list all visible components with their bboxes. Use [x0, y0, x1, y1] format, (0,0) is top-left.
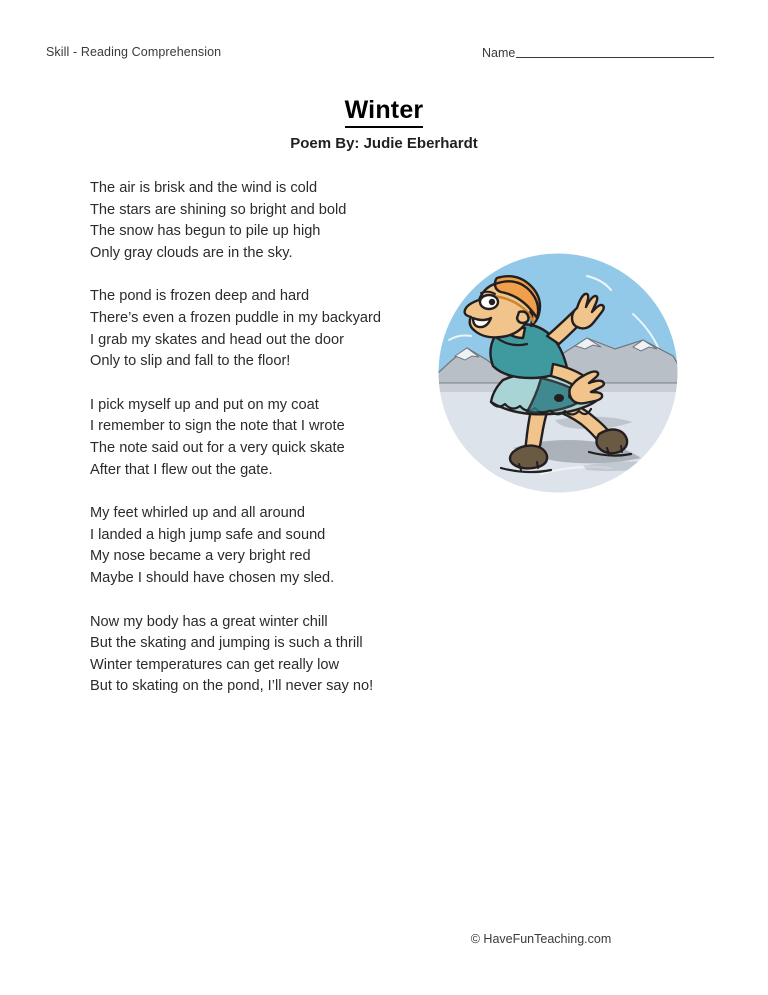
name-label: Name — [482, 45, 516, 60]
poem-byline: Poem By: Judie Eberhardt — [290, 134, 478, 152]
poem-line: There’s even a frozen puddle in my backyard — [90, 309, 381, 326]
poem-line: After that I flew out the gate. — [90, 461, 273, 478]
stanza — [90, 286, 430, 372]
poem-line: The snow has begun to pile up high — [90, 223, 321, 240]
poem-line: The air is brisk and the wind is cold — [90, 180, 318, 196]
poem-line: Maybe I should have chosen my sled. — [90, 569, 335, 586]
poem-line: But the skating and jumping is such a thrill — [90, 635, 363, 652]
poem-line: I grab my skates and head out the door — [90, 331, 344, 348]
ice-skater-illustration — [437, 252, 679, 494]
name-field-group — [482, 45, 714, 59]
skate-boot-front — [510, 446, 547, 469]
page-title: Winter — [345, 96, 424, 128]
poem-line: Now my body has a great winter chill — [90, 613, 328, 630]
skater-pupil — [489, 299, 495, 305]
poem-line: The pond is frozen deep and hard — [90, 288, 310, 305]
poem-line: But to skating on the pond, I’ll never say no! — [90, 678, 374, 695]
skirt-dot — [554, 394, 564, 402]
poem-line: Only to slip and fall to the floor! — [90, 353, 291, 370]
ice-skater-svg — [437, 252, 679, 494]
copyright-credit: © HaveFunTeaching.com — [470, 932, 612, 946]
poem-body — [90, 178, 430, 698]
title-block — [0, 96, 768, 152]
poem-line: My nose became a very bright red — [90, 548, 311, 565]
stanza — [90, 612, 430, 698]
stanza — [90, 178, 430, 264]
poem-line: My feet whirled up and all around — [90, 505, 305, 522]
poem-line: I landed a high jump safe and sound — [90, 526, 326, 543]
poem-line: The note said out for a very quick skate — [90, 439, 345, 456]
poem-line: Only gray clouds are in the sky. — [90, 244, 293, 261]
poem-line: I pick myself up and put on my coat — [90, 396, 319, 413]
skater-ear — [517, 312, 528, 324]
poem-line: I remember to sign the note that I wrote — [90, 418, 345, 435]
stanza — [90, 395, 430, 481]
poem-line: The stars are shining so bright and bold — [90, 201, 347, 218]
name-input-line[interactable] — [516, 45, 714, 58]
poem-line: Winter temperatures can get really low — [90, 656, 340, 673]
footer — [0, 932, 768, 946]
skill-label: Skill - Reading Comprehension — [46, 45, 222, 59]
stanza — [90, 503, 430, 589]
